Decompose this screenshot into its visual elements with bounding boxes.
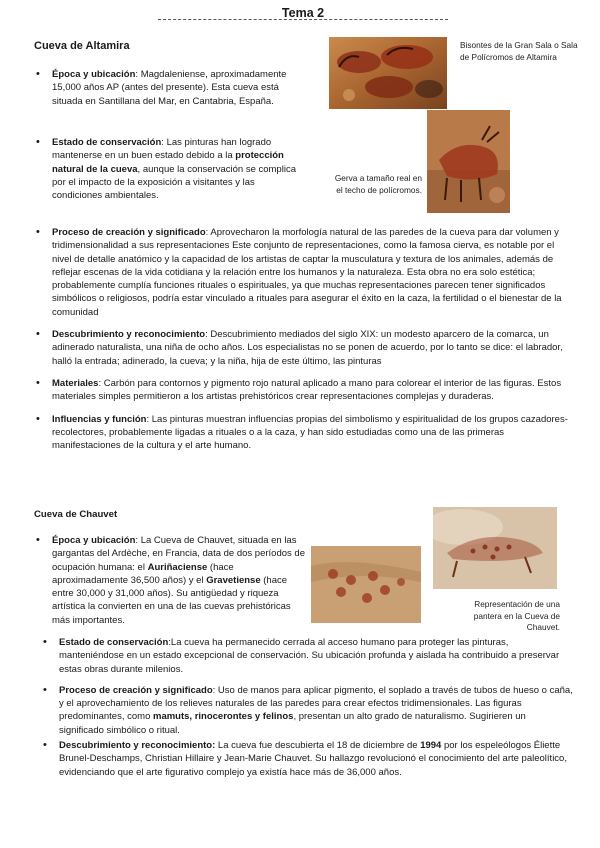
altamira-bullet-conservacion — [34, 136, 304, 202]
bullet-label: Descubrimiento y reconocimiento — [52, 329, 206, 341]
bullet-text: La cueva fue descubierta el 18 de diciembre de — [215, 740, 421, 752]
bullet-label: Influencias y función — [52, 413, 147, 425]
bullet-text: : Las pinturas muestran influencias propias del simbolismo y espiritualidad de los grupos cazadores-recolectores, probablemente ligadas a rituales o a la caza, y han sido estudiadas como una de las primeras manifestaciones de la cultura y el arte humano. — [52, 413, 568, 452]
bullet-strong: Auriñaciense — [147, 561, 208, 573]
altamira-deer-image — [427, 110, 510, 213]
bullet-text: : Las pinturas han logrado mantenerse en un buen estado debido a la — [52, 137, 272, 162]
bullet-text: : La Cueva de Chauvet, situada en las gargantas del Ardèche, en Francia, data de dos períodos de ocupación humana: el — [52, 535, 305, 573]
bullet-label: Materiales — [52, 377, 99, 389]
chauvet-heading: Cueva de Chauvet — [34, 509, 118, 520]
bullet-strong: 1994 — [420, 740, 442, 752]
bullet-label: Época y ubicación — [52, 535, 136, 546]
altamira-deer-caption: Gerva a tamaño real en el techo de polícromos. — [334, 173, 422, 195]
bullet-text: (hace entre 30,000 y 31,000 años). Su antigüedad y riqueza artística la convierten en una de las cuevas prehistóricas más importantes. — [52, 574, 291, 626]
bullet-label: Estado de conservación — [59, 637, 169, 648]
bullet-label: Estado de conservación — [52, 137, 162, 148]
page-title: Tema 2 — [281, 6, 325, 20]
chauvet-bullet-epoca — [34, 534, 306, 627]
bullet-text: por los espeleólogos Éliette Brunel-Deschamps, Christian Hillaire y Jean-Marie Chauvet. Su hallazgo revolucionó el conocimiento del arte paleolítico, evidenciando que el arte figurativo complejo ya existía hace más de 36,000 años. — [59, 740, 567, 778]
altamira-bison-caption: Bisontes de la Gran Sala o Sala de Polícromos de Altamira — [460, 40, 578, 62]
bullet-text: : Aprovecharon la morfología natural de las paredes de la cueva para dar volumen y tridimensionalidad a sus representaciones Este conjunto de representaciones, como la famosa cierva, es notable por el nivel de detalle anatómico y la capacidad de los artistas de captar la musculatura y textura de los animales, además de reflejar escenas de la vida cotidiana y la relación entre los humanos y la naturaleza. Esta obra no era solo estética; probablemente cumplía funciones rituales o espirituales, ya que muchas representaciones parecen tener significados simbólicos o religiosos, podría estar vinculado a rituales para asegurar el éxito en la caza, la fertilidad o el bienestar de la comunidad — [52, 227, 562, 318]
title-divider — [158, 19, 448, 20]
altamira-bullets-conserv — [34, 136, 304, 202]
bullet-text: :La cueva ha permanecido cerrada al acceso humano para proteger las pinturas, manteniéndose en un estado excepcional de conservación. Su ubicación profunda y aislada ha contribuido a preservar estas obras durante milenios. — [59, 637, 560, 675]
chauvet-bullet-proceso — [41, 684, 573, 737]
bullet-strong: protección natural de la cueva — [52, 150, 284, 175]
altamira-bullet-descubrimiento — [34, 328, 574, 368]
altamira-bison-image — [329, 37, 447, 109]
bullet-strong: Gravetiense — [206, 574, 261, 586]
chauvet-bullet-descubrimiento — [41, 739, 573, 779]
bullet-text: : Uso de manos para aplicar pigmento, el soplado a través de tubos de hueso o caña, y el aprovechamiento de los relieves naturales de las paredes para crear efectos tridimensionales. Las figuras predominantes, como — [59, 684, 573, 723]
bullet-strong: mamuts, rinocerontes y felinos — [153, 711, 294, 723]
chauvet-bullet-conservacion — [41, 636, 573, 676]
bullet-label: Proceso de creación y significado — [59, 684, 213, 696]
bullet-text: (hace aproximadamente 36,500 años) y el — [52, 561, 234, 586]
altamira-heading: Cueva de Altamira — [34, 40, 130, 52]
altamira-bullets-narrow — [34, 68, 302, 108]
bullet-text: : Magdaleniense, aproximadamente 15,000 años AP (antes del presente). Esta cueva está situada en Santillana del Mar, en Cantabria, España. — [52, 69, 287, 107]
chauvet-panther-image — [433, 507, 557, 589]
bullet-text: : Descubrimiento mediados del siglo XIX: un modesto aparcero de la comarca, un adinerado naturalista, una niña de ocho años. Los especialistas no se ponen de acuerdo, por lo tanto se dice: el labrador, halló la entrada; adinerado, la cueva; y la niña, hija de este último, las pinturas — [52, 329, 563, 367]
chauvet-hands-image — [311, 546, 421, 623]
chauvet-panther-caption: Representación de una pantera en la Cueva de Chauvet. — [473, 599, 560, 632]
chauvet-bullets-narrow — [34, 534, 306, 627]
bullet-text: , aunque la conservación se complica por el impacto de la exposición a visitantes y las condiciones ambientales. — [52, 163, 296, 202]
chauvet-bullets-wide — [41, 636, 573, 779]
bullet-label: Descubrimiento y reconocimiento: — [59, 740, 216, 752]
altamira-bullet-influencias — [34, 413, 574, 453]
bullet-text: : Carbón para contornos y pigmento rojo natural aplicado a mano para colorear el interior de las figuras. Estos materiales simples permitieron a los artistas prehistóricos crear representaciones complejas y duraderas. — [52, 377, 562, 403]
altamira-bullet-proceso — [34, 226, 574, 319]
bullet-label: Proceso de creación y significado — [52, 227, 206, 238]
bullet-label: Época y ubicación — [52, 69, 136, 80]
altamira-bullet-epoca — [34, 68, 302, 108]
bullet-text: , presentan un alto grado de naturalismo. Sugirieren un significado simbólico o ritual. — [59, 711, 526, 736]
altamira-bullet-materiales — [34, 377, 574, 404]
altamira-bullets-wide — [34, 226, 574, 452]
